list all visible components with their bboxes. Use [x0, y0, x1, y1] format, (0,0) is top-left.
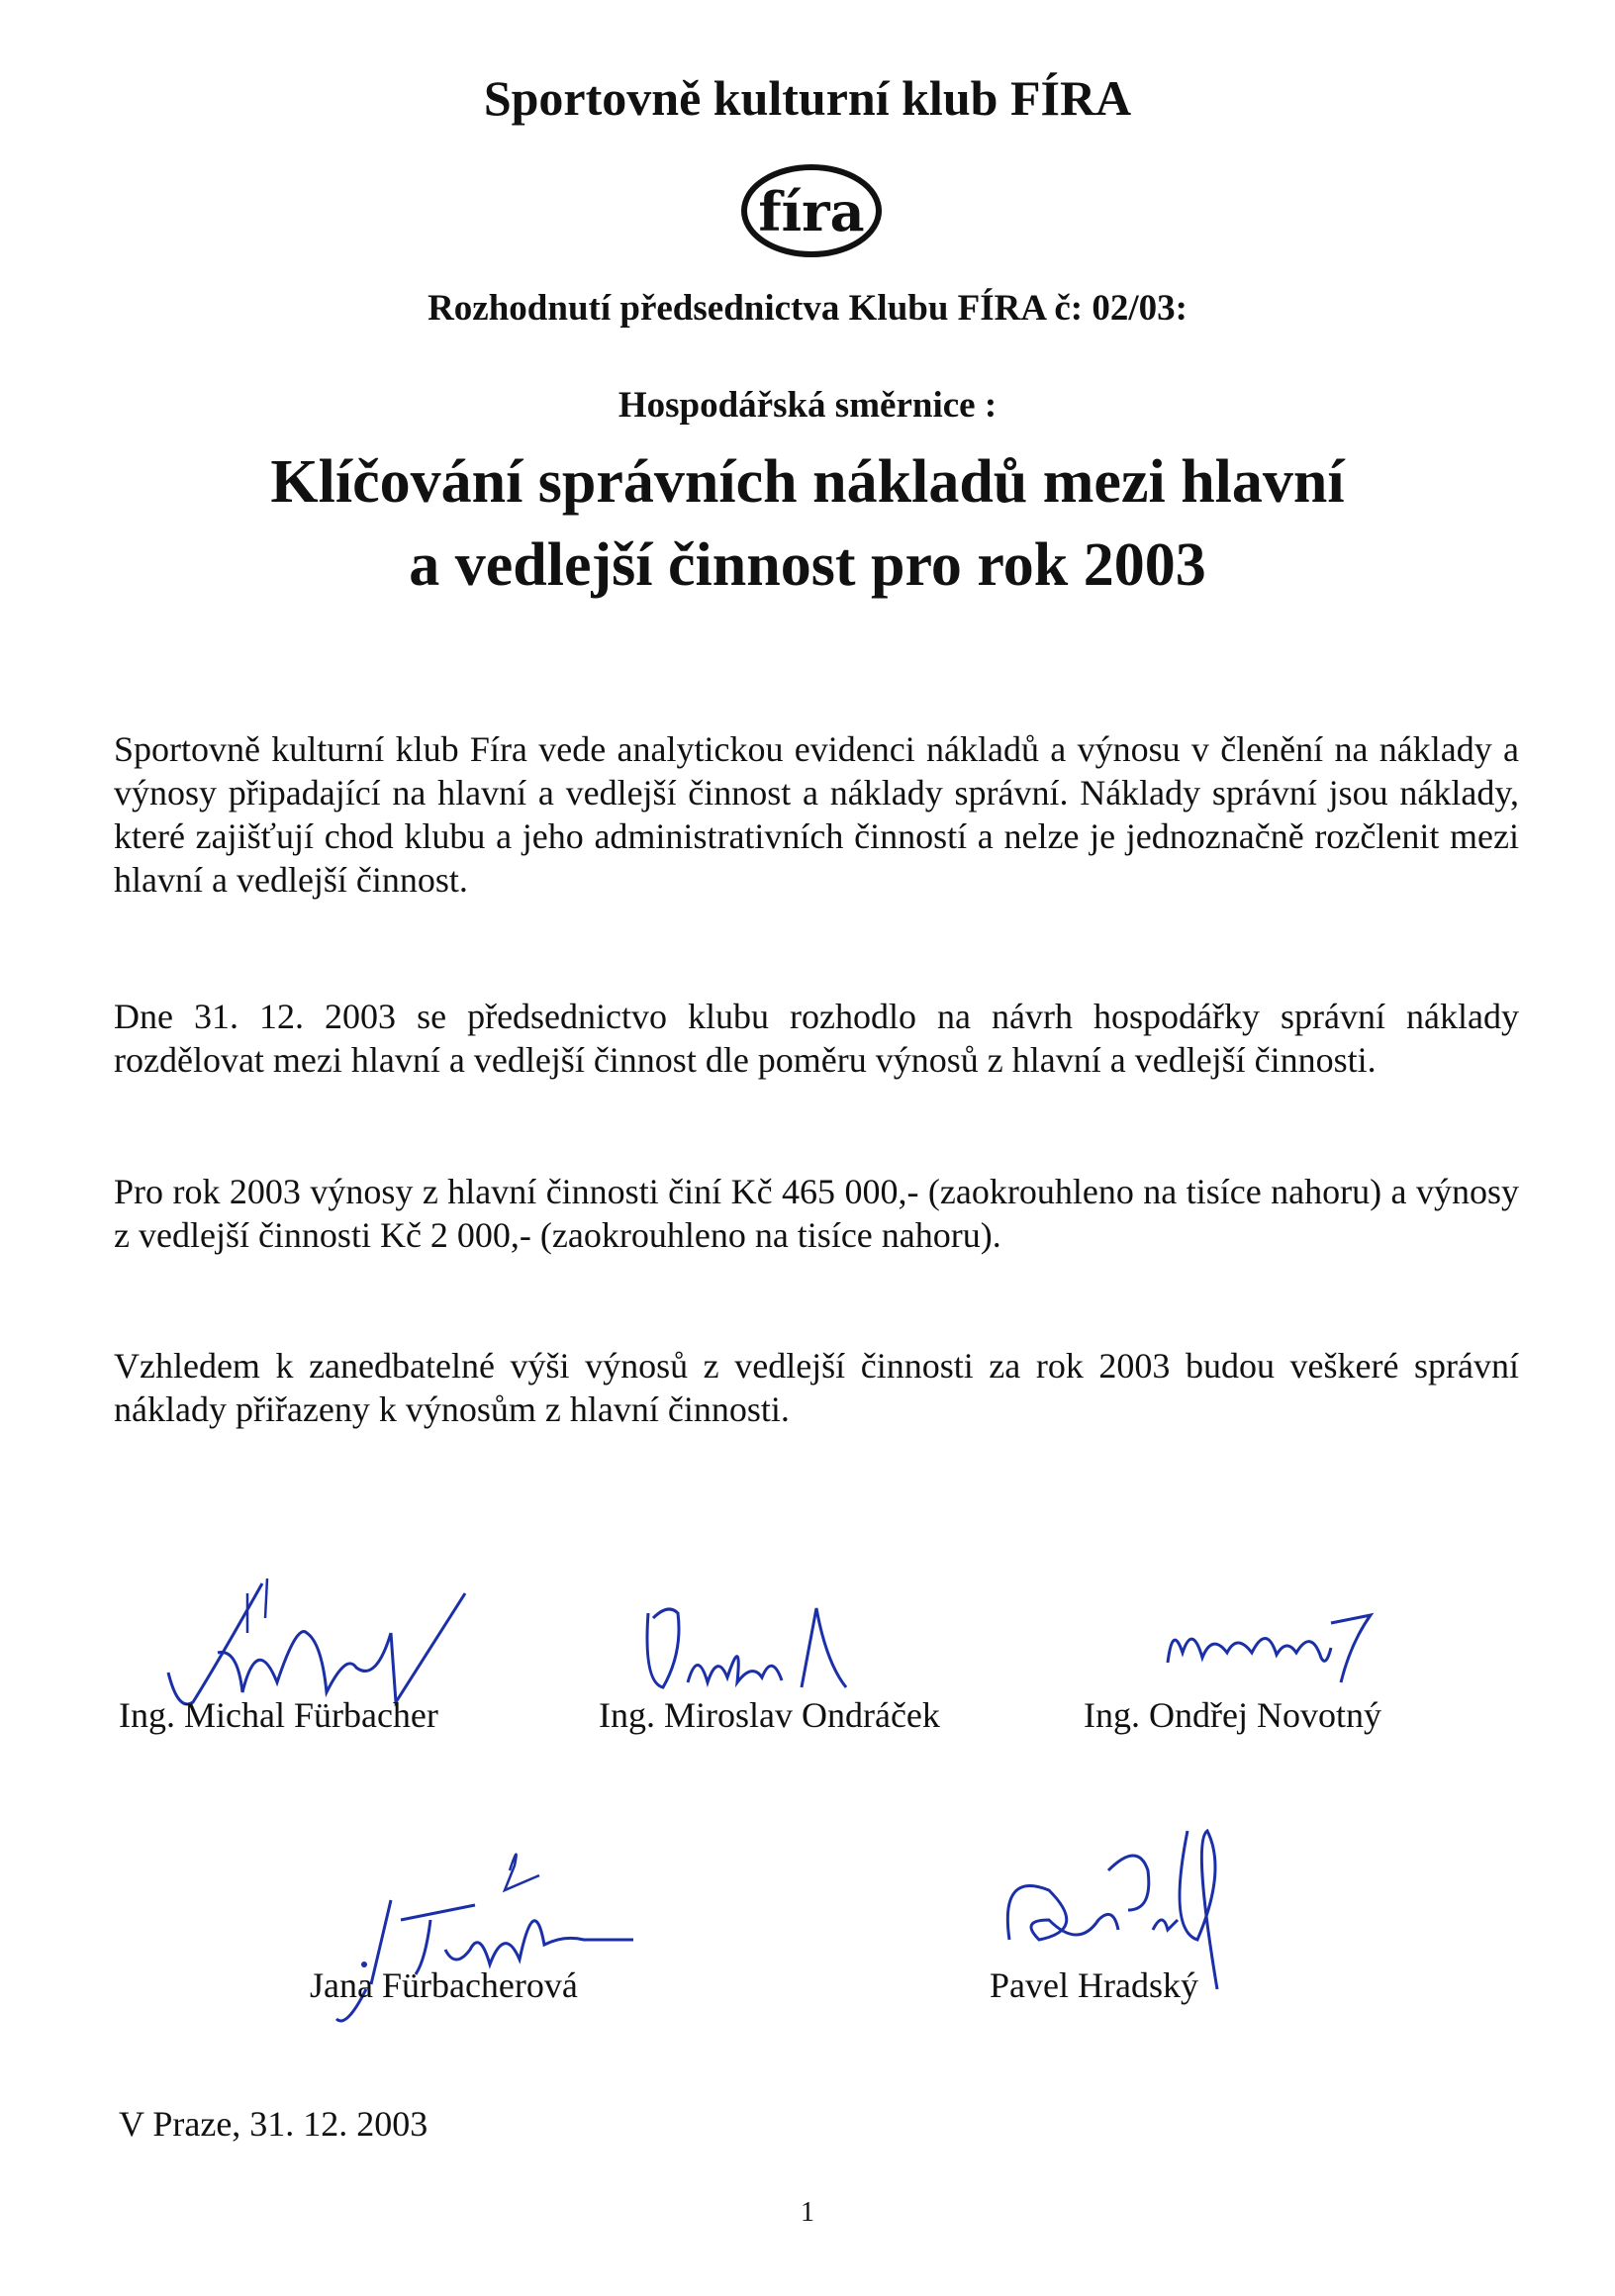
signatory-name-5: Pavel Hradský: [990, 1965, 1198, 2005]
signatory-name-2: Ing. Miroslav Ondráček: [599, 1695, 940, 1735]
paragraph-4: Vzhledem k zanedbatelné výši výnosů z vedlejší činnosti za rok 2003 budou veškeré správní náklady přiřazeny k výnosům z hlavní činnosti.: [114, 1346, 1519, 1429]
title-line-2: a vedlejší činnost pro rok 2003: [409, 531, 1206, 599]
club-logo: [737, 156, 886, 265]
signatory-name-4: Jana Fürbacherová: [310, 1965, 578, 2005]
signatory-name-3: Ing. Ondřej Novotný: [1084, 1695, 1381, 1735]
title-line-1: Klíčování správních nákladů mezi hlavní: [270, 448, 1345, 516]
place-and-date: V Praze, 31. 12. 2003: [119, 2104, 428, 2144]
page-number: 1: [801, 2197, 814, 2228]
paragraph-1: Sportovně kulturní klub Fíra vede analytickou evidenci nákladů a výnosu v členění na náklady a výnosy připadající na hlavní a vedlejší činnost a náklady správní. Náklady správní jsou náklady, které zajišťují chod klubu a jeho administrativních činností a nelze je jednoznačně rozčlenit mezi hlavní a vedlejší činnost.: [114, 729, 1519, 900]
directive-title: [0, 440, 1615, 607]
club-name: Sportovně kulturní klub FÍRA: [483, 70, 1132, 126]
directive-label: Hospodářská směrnice :: [618, 385, 998, 426]
signatory-name-1: Ing. Michal Fürbacher: [119, 1695, 438, 1735]
decision-number: Rozhodnutí předsednictva Klubu FÍRA č: 02/03:: [428, 288, 1188, 329]
paragraph-3: Pro rok 2003 výnosy z hlavní činnosti činí Kč 465 000,- (zaokrouhleno na tisíce nahoru) a výnosy z vedlejší činnosti Kč 2 000,- (zaokrouhleno na tisíce nahoru).: [114, 1172, 1519, 1255]
signature-novotny: [1158, 1593, 1385, 1692]
svg-text:fíra: fíra: [758, 180, 865, 243]
paragraph-2: Dne 31. 12. 2003 se předsednictvo klubu rozhodlo na návrh hospodářky správní náklady rozdělovat mezi hlavní a vedlejší činnost dle poměru výnosů z hlavní a vedlejší činnosti.: [114, 997, 1519, 1080]
